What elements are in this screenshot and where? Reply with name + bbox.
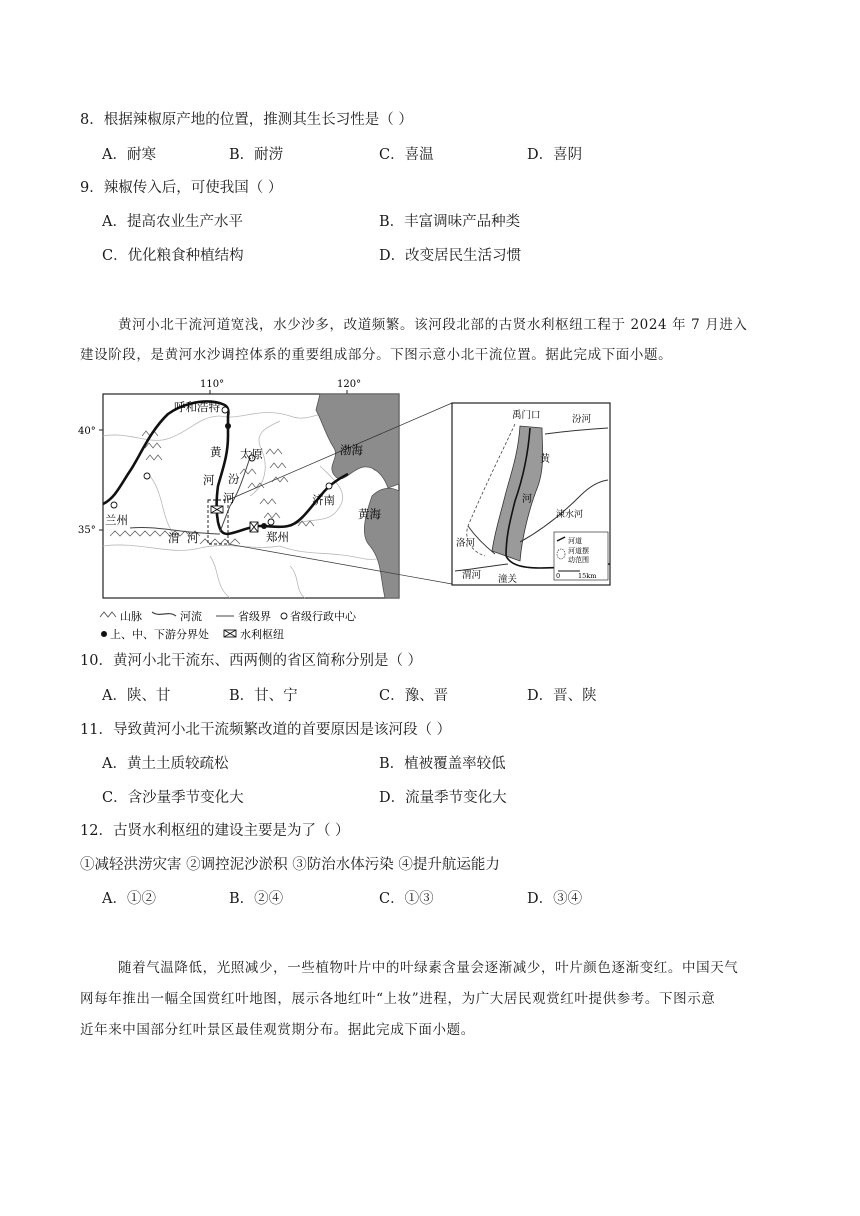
inset-label-fenhe: 汾河: [572, 414, 592, 425]
lon-label-110: 110°: [200, 379, 225, 390]
q9-option-b[interactable]: B．丰富调味产品种类: [379, 214, 521, 230]
q9-stem: 9．辣椒传入后，可使我国（ ）: [80, 180, 283, 196]
label-he: 河: [203, 473, 215, 487]
label-lanzhou: 兰州: [105, 513, 128, 527]
legend-capital-icon: [281, 613, 287, 619]
inset-legend-range1: 河道摆: [568, 547, 589, 555]
q12-option-a[interactable]: A．①②: [102, 891, 156, 907]
legend-river: 河流: [180, 610, 202, 623]
q11-option-a[interactable]: A．黄土土质较疏松: [102, 756, 229, 772]
legend-dam: 水利枢纽: [240, 628, 284, 641]
q12-stem: 12．古贤水利枢纽的建设主要是为了（ ）: [80, 823, 350, 839]
q12-option-c[interactable]: C．①③: [379, 891, 434, 907]
lat-label-40: 40°: [78, 426, 96, 437]
q8-option-c[interactable]: C．喜温: [379, 147, 434, 163]
legend-boundary: 省级界: [238, 610, 271, 623]
legend-mountain: 山脉: [120, 610, 142, 623]
jinan-dot: [326, 483, 332, 489]
label-he3: 河: [187, 531, 199, 545]
q10-option-a[interactable]: A．陕、甘: [102, 688, 171, 704]
legend-dam-icon: [224, 630, 236, 637]
q9-option-a[interactable]: A．提高农业生产水平: [102, 214, 243, 230]
q11-stem: 11．导致黄河小北干流频繁改道的首要原因是该河段（ ）: [80, 722, 452, 738]
q11-option-d[interactable]: D．流量季节变化大: [379, 790, 507, 806]
guxian-dam-symbol: [211, 506, 223, 513]
label-huang: 黄: [210, 445, 222, 459]
q12-option-d[interactable]: D．③④: [527, 891, 583, 907]
inset-label-tongguan: 潼关: [498, 574, 518, 585]
q10-option-b[interactable]: B．甘、宁: [229, 688, 298, 704]
label-jinan: 济南: [312, 493, 335, 507]
middle-lower-division-dot: [261, 523, 267, 529]
legend-division-icon: [101, 631, 107, 637]
huhehaote-dot: [222, 407, 228, 413]
legend-mountain-icon: [100, 612, 116, 617]
q8-option-d[interactable]: D．喜阴: [527, 147, 583, 163]
label-wei: 渭: [168, 531, 180, 545]
inset-label-weihe: 渭河: [462, 570, 482, 581]
legend-river-icon: [152, 612, 176, 616]
passage1-line1: 黄河小北干流河道宽浅，水少沙多，改道频繁。该河段北部的古贤水利枢纽工程于 2024 年 7 月进入: [118, 317, 748, 333]
q8-stem: 8．根据辣椒原产地的位置，推测其生长习性是（ ）: [80, 112, 413, 128]
inset-label-huang: 黄: [540, 454, 550, 465]
lat-label-35: 35°: [78, 525, 96, 536]
q9-option-d[interactable]: D．改变居民生活习惯: [379, 248, 522, 264]
q11-option-b[interactable]: B．植被覆盖率较低: [379, 756, 506, 772]
inset-scale-km: 15km: [578, 572, 597, 580]
q11-option-c[interactable]: C．含沙量季节变化大: [102, 790, 244, 806]
legend-capital: 省级行政中心: [290, 610, 356, 623]
inset-label-yumenkou: 禹门口: [512, 410, 541, 421]
label-taiyuan: 太原: [240, 447, 263, 461]
passage2-line1: 随着气温降低，光照减少，一些植物叶片中的叶绿素含量会逐渐减少，叶片颜色逐渐变红。中国天气: [118, 960, 739, 976]
passage2-line2: 网每年推出一幅全国赏红叶地图，展示各地红叶“上妆”进程，为广大居民观赏红叶提供参考。下图示意: [80, 991, 716, 1007]
inset-legend-river: 河道: [568, 537, 582, 545]
zhengzhou-dot: [268, 519, 274, 525]
q8-option-a[interactable]: A．耐寒: [102, 147, 156, 163]
q10-stem: 10．黄河小北干流东、西两侧的省区简称分别是（ ）: [80, 653, 423, 669]
label-huanghai: 黄海: [358, 507, 381, 521]
q12-option-b[interactable]: B．②④: [229, 891, 284, 907]
upper-middle-division-dot: [225, 423, 231, 429]
map-legend: [100, 609, 357, 641]
legend-division: 上、中、下游分界处: [110, 628, 209, 641]
passage2-line3: 近年来中国部分红叶景区最佳观赏期分布。据此完成下面小题。: [80, 1022, 475, 1038]
passage1-line2: 建设阶段，是黄河水沙调控体系的重要组成部分。下图示意小北干流位置。据此完成下面小题。: [80, 347, 673, 363]
inset-label-luohe: 洛河: [456, 538, 476, 549]
xiaolangdi-dam-symbol: [250, 522, 258, 532]
yinchuan-dot: [144, 473, 150, 479]
q10-option-d[interactable]: D．晋、陕: [527, 688, 597, 704]
lon-label-120: 120°: [337, 379, 362, 390]
inset-legend-range2: 动范围: [568, 556, 589, 564]
yellow-river-map-figure: [78, 376, 610, 648]
inset-scale-zero: 0: [556, 572, 561, 580]
q8-option-b[interactable]: B．耐涝: [229, 147, 284, 163]
lanzhou-dot: [111, 502, 117, 508]
label-bohai: 渤海: [340, 443, 363, 457]
inset-label-sushuihe: 涑水河: [556, 510, 584, 520]
inset-label-he: 河: [522, 494, 532, 505]
label-huhehaote: 呼和浩特: [174, 400, 220, 414]
label-he2: 河: [223, 491, 235, 505]
label-zhengzhou: 郑州: [266, 530, 289, 544]
q9-option-c[interactable]: C．优化粮食种植结构: [102, 248, 244, 264]
label-fen: 汾: [228, 472, 240, 486]
q12-choices: ①减轻洪涝灾害 ②调控泥沙淤积 ③防治水体污染 ④提升航运能力: [80, 857, 500, 873]
q10-option-c[interactable]: C．豫、晋: [379, 688, 449, 704]
